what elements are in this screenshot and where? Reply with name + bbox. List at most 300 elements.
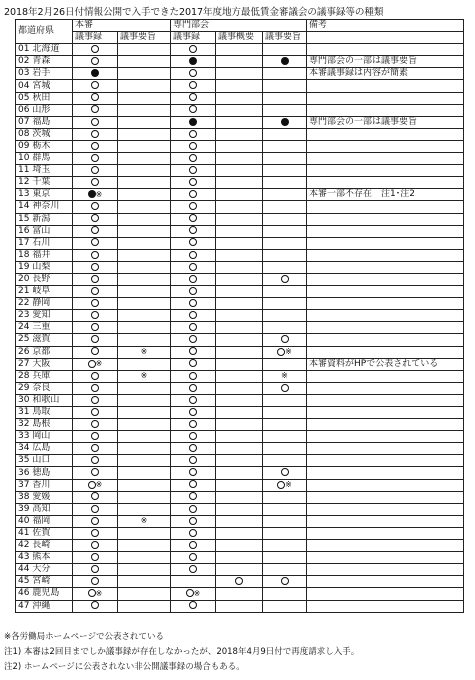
table-row: [16, 394, 464, 406]
open-circle-icon: [189, 251, 197, 259]
open-circle-icon: [91, 432, 99, 440]
mark-cell: [263, 298, 307, 310]
open-circle-icon: [91, 492, 99, 500]
asterisk-mark: ※: [285, 347, 292, 357]
mark-cell: [263, 128, 307, 140]
note-cell: [307, 407, 464, 419]
asterisk-mark: ※: [140, 516, 148, 526]
prefecture-name: 16 富山: [16, 225, 73, 237]
open-circle-icon: [189, 517, 197, 525]
mark-cell: [118, 394, 171, 406]
footnote-1: 注1) 本審は2回目までしか議事録が存在しなかったが、2018年4月9日付で再度請求し入手。: [4, 647, 360, 657]
mark-cell: [216, 322, 263, 334]
note-cell: [307, 394, 464, 406]
mark-cell: [216, 298, 263, 310]
note-cell: [307, 552, 464, 564]
mark-cell: [171, 443, 216, 455]
prefecture-name: 10 群馬: [16, 153, 73, 165]
mark-cell: [118, 286, 171, 298]
header-biko: 備考: [307, 20, 464, 32]
filled-circle-icon: [91, 69, 99, 77]
mark-cell: [171, 153, 216, 165]
mark-cell: [171, 455, 216, 467]
note-cell: [307, 527, 464, 539]
open-circle-icon: [91, 444, 99, 452]
open-circle-icon: [189, 45, 197, 53]
mark-cell: [73, 431, 118, 443]
mark-cell: [263, 286, 307, 298]
mark-cell: [171, 56, 216, 68]
mark-cell: [263, 201, 307, 213]
open-circle-icon: [91, 81, 99, 89]
mark-cell: [171, 479, 216, 491]
asterisk-mark: ※: [193, 588, 201, 598]
open-circle-icon: [189, 565, 197, 573]
open-circle-icon: [91, 335, 99, 343]
note-cell: [307, 44, 464, 56]
mark-cell: [73, 153, 118, 165]
open-circle-icon: [91, 226, 99, 234]
mark-cell: [263, 576, 307, 588]
note-cell: [307, 273, 464, 285]
mark-cell: [171, 116, 216, 128]
table-row: [16, 177, 464, 189]
mark-cell: [118, 515, 171, 527]
mark-cell: [73, 382, 118, 394]
open-circle-icon: [189, 359, 197, 367]
asterisk-mark: ※: [95, 480, 103, 490]
mark-cell: [118, 431, 171, 443]
note-cell: [307, 419, 464, 431]
open-circle-icon: [189, 432, 197, 440]
mark-cell: [263, 237, 307, 249]
mark-cell: [263, 491, 307, 503]
open-circle-icon: [189, 408, 197, 416]
mark-cell: [263, 225, 307, 237]
mark-cell: [216, 419, 263, 431]
document-title: 2018年2月26日付情報公開で入手できた2017年度地方最低賃金審議会の議事録等の種類: [4, 7, 384, 18]
table-row: [16, 588, 464, 600]
note-cell: [307, 467, 464, 479]
note-cell: [307, 104, 464, 116]
mark-cell: [263, 273, 307, 285]
note-cell: [307, 140, 464, 152]
mark-cell: [118, 56, 171, 68]
mark-cell: [263, 467, 307, 479]
mark-cell: [263, 382, 307, 394]
open-circle-icon: [189, 190, 197, 198]
table-row: [16, 455, 464, 467]
prefecture-name: 18 福井: [16, 249, 73, 261]
open-circle-icon: [88, 589, 96, 597]
mark-cell: [216, 600, 263, 612]
mark-cell: [171, 467, 216, 479]
note-cell: [307, 334, 464, 346]
mark-cell: [118, 588, 171, 600]
mark-cell: [216, 310, 263, 322]
mark-cell: [73, 116, 118, 128]
prefecture-name: 05 秋田: [16, 92, 73, 104]
open-circle-icon: [91, 251, 99, 259]
note-cell: [307, 479, 464, 491]
open-circle-icon: [235, 577, 243, 585]
note-cell: [307, 201, 464, 213]
mark-cell: [263, 515, 307, 527]
table-row: [16, 56, 464, 68]
mark-cell: [263, 552, 307, 564]
mark-cell: [171, 407, 216, 419]
mark-cell: [73, 225, 118, 237]
table-row: [16, 491, 464, 503]
mark-cell: [263, 140, 307, 152]
mark-cell: [171, 419, 216, 431]
mark-cell: [216, 491, 263, 503]
note-cell: [307, 431, 464, 443]
open-circle-icon: [186, 589, 194, 597]
note-cell: [307, 237, 464, 249]
mark-cell: [216, 201, 263, 213]
table-row: [16, 564, 464, 576]
open-circle-icon: [91, 553, 99, 561]
mark-cell: [263, 92, 307, 104]
note-cell: [307, 370, 464, 382]
note-cell: [307, 298, 464, 310]
table-row: [16, 92, 464, 104]
note-cell: [307, 261, 464, 273]
open-circle-icon: [91, 275, 99, 283]
mark-cell: [73, 104, 118, 116]
mark-cell: [263, 261, 307, 273]
open-circle-icon: [91, 517, 99, 525]
prefecture-name: 30 和歌山: [16, 394, 73, 406]
footnote-asterisk: ※各労働局ホームページで公表されている: [4, 632, 164, 642]
mark-cell: [263, 527, 307, 539]
mark-cell: [171, 394, 216, 406]
mark-cell: [263, 334, 307, 346]
open-circle-icon: [91, 396, 99, 404]
table-row: [16, 358, 464, 370]
table-row: [16, 273, 464, 285]
mark-cell: [171, 322, 216, 334]
table-row: [16, 286, 464, 298]
open-circle-icon: [189, 456, 197, 464]
prefecture-name: 06 山形: [16, 104, 73, 116]
prefecture-name: 37 香川: [16, 479, 73, 491]
mark-cell: [118, 177, 171, 189]
open-circle-icon: [189, 130, 197, 138]
table-row: [16, 140, 464, 152]
mark-cell: [118, 491, 171, 503]
mark-cell: [118, 165, 171, 177]
table-row: [16, 68, 464, 80]
open-circle-icon: [281, 384, 289, 392]
open-circle-icon: [189, 214, 197, 222]
open-circle-icon: [189, 529, 197, 537]
mark-cell: [118, 455, 171, 467]
open-circle-icon: [189, 347, 197, 355]
table-row: [16, 237, 464, 249]
mark-cell: [216, 467, 263, 479]
open-circle-icon: [189, 178, 197, 186]
asterisk-mark: ※: [95, 359, 103, 369]
prefecture-name: 33 岡山: [16, 431, 73, 443]
prefecture-name: 17 石川: [16, 237, 73, 249]
mark-cell: [73, 503, 118, 515]
mark-cell: [118, 249, 171, 261]
prefecture-name: 46 鹿児島: [16, 588, 73, 600]
open-circle-icon: [189, 226, 197, 234]
header-row-2: [16, 32, 464, 44]
open-circle-icon: [189, 396, 197, 404]
note-cell: 専門部会の一部は議事要旨: [307, 116, 464, 128]
note-cell: [307, 177, 464, 189]
mark-cell: [73, 213, 118, 225]
open-circle-icon: [91, 601, 99, 609]
open-circle-icon: [91, 105, 99, 113]
note-cell: [307, 346, 464, 358]
mark-cell: [263, 443, 307, 455]
open-circle-icon: [189, 105, 197, 113]
mark-cell: [73, 177, 118, 189]
note-cell: [307, 576, 464, 588]
mark-cell: [263, 189, 307, 201]
header-row-1: [16, 20, 464, 32]
mark-cell: [263, 249, 307, 261]
prefecture-name: 08 茨城: [16, 128, 73, 140]
mark-cell: [171, 382, 216, 394]
open-circle-icon: [189, 263, 197, 271]
footnotes: [4, 630, 359, 675]
open-circle-icon: [91, 57, 99, 65]
mark-cell: [263, 394, 307, 406]
mark-cell: [216, 431, 263, 443]
mark-cell: [118, 334, 171, 346]
filled-circle-icon: [189, 118, 197, 126]
mark-cell: [118, 237, 171, 249]
open-circle-icon: [189, 541, 197, 549]
note-cell: [307, 540, 464, 552]
note-cell: [307, 600, 464, 612]
mark-cell: [118, 540, 171, 552]
open-circle-icon: [91, 420, 99, 428]
mark-cell: [216, 527, 263, 539]
mark-cell: [73, 56, 118, 68]
prefecture-name: 13 東京: [16, 189, 73, 201]
mark-cell: [171, 588, 216, 600]
note-cell: [307, 153, 464, 165]
mark-cell: [118, 479, 171, 491]
mark-cell: [216, 153, 263, 165]
open-circle-icon: [91, 408, 99, 416]
note-cell: [307, 491, 464, 503]
mark-cell: [216, 394, 263, 406]
open-circle-icon: [91, 323, 99, 331]
mark-cell: [118, 128, 171, 140]
mark-cell: [73, 552, 118, 564]
prefecture-name: 26 京都: [16, 346, 73, 358]
filled-circle-icon: [189, 57, 197, 65]
mark-cell: [73, 564, 118, 576]
mark-cell: [118, 68, 171, 80]
table-row: [16, 382, 464, 394]
mark-cell: [263, 104, 307, 116]
open-circle-icon: [189, 384, 197, 392]
open-circle-icon: [189, 69, 197, 77]
open-circle-icon: [189, 323, 197, 331]
mark-cell: [73, 189, 118, 201]
open-circle-icon: [189, 420, 197, 428]
mark-cell: [73, 491, 118, 503]
mark-cell: [118, 322, 171, 334]
mark-cell: [73, 310, 118, 322]
mark-cell: [171, 237, 216, 249]
open-circle-icon: [88, 481, 96, 489]
note-cell: [307, 249, 464, 261]
prefecture-name: 29 奈良: [16, 382, 73, 394]
open-circle-icon: [91, 456, 99, 464]
header-biko-blank: [307, 32, 464, 44]
table-row: [16, 334, 464, 346]
mark-cell: [118, 443, 171, 455]
mark-cell: [171, 249, 216, 261]
open-circle-icon: [189, 154, 197, 162]
mark-cell: [216, 540, 263, 552]
header-honkai-gijiroku: 議事録: [73, 32, 118, 44]
table-row: [16, 600, 464, 612]
open-circle-icon: [91, 311, 99, 319]
mark-cell: [171, 104, 216, 116]
mark-cell: [171, 177, 216, 189]
note-cell: [307, 443, 464, 455]
note-cell: [307, 128, 464, 140]
open-circle-icon: [189, 93, 197, 101]
mark-cell: [216, 564, 263, 576]
mark-cell: [216, 479, 263, 491]
table-row: [16, 201, 464, 213]
open-circle-icon: [91, 505, 99, 513]
mark-cell: [73, 346, 118, 358]
open-circle-icon: [189, 480, 197, 488]
open-circle-icon: [91, 263, 99, 271]
mark-cell: [171, 503, 216, 515]
open-circle-icon: [281, 468, 289, 476]
mark-cell: [216, 249, 263, 261]
note-cell: [307, 564, 464, 576]
table-row: [16, 44, 464, 56]
mark-cell: [263, 56, 307, 68]
mark-cell: [118, 261, 171, 273]
mark-cell: [73, 527, 118, 539]
mark-cell: [118, 104, 171, 116]
mark-cell: [171, 540, 216, 552]
header-honkai: 本審: [73, 20, 171, 32]
mark-cell: [263, 419, 307, 431]
open-circle-icon: [91, 287, 99, 295]
mark-cell: [216, 407, 263, 419]
prefecture-name: 31 鳥取: [16, 407, 73, 419]
open-circle-icon: [91, 118, 99, 126]
open-circle-icon: [91, 93, 99, 101]
mark-cell: [216, 588, 263, 600]
mark-cell: [73, 92, 118, 104]
open-circle-icon: [281, 275, 289, 283]
mark-cell: [216, 189, 263, 201]
table-row: [16, 310, 464, 322]
mark-cell: [216, 455, 263, 467]
mark-cell: [73, 140, 118, 152]
mark-cell: [118, 467, 171, 479]
mark-cell: [118, 370, 171, 382]
open-circle-icon: [91, 372, 99, 380]
note-cell: [307, 80, 464, 92]
mark-cell: [216, 273, 263, 285]
prefecture-name: 04 宮城: [16, 80, 73, 92]
mark-cell: [118, 189, 171, 201]
mark-cell: [216, 382, 263, 394]
note-cell: [307, 213, 464, 225]
mark-cell: [73, 80, 118, 92]
mark-cell: [73, 165, 118, 177]
prefecture-name: 11 埼玉: [16, 165, 73, 177]
note-cell: [307, 92, 464, 104]
note-cell: [307, 455, 464, 467]
open-circle-icon: [189, 335, 197, 343]
open-circle-icon: [189, 505, 197, 513]
open-circle-icon: [91, 577, 99, 585]
mark-cell: [73, 298, 118, 310]
mark-cell: [118, 600, 171, 612]
prefecture-name: 22 静岡: [16, 298, 73, 310]
open-circle-icon: [189, 275, 197, 283]
mark-cell: [216, 576, 263, 588]
prefecture-name: 36 徳島: [16, 467, 73, 479]
open-circle-icon: [189, 601, 197, 609]
mark-cell: [263, 322, 307, 334]
mark-cell: [263, 165, 307, 177]
prefecture-name: 39 高知: [16, 503, 73, 515]
prefecture-name: 32 島根: [16, 419, 73, 431]
mark-cell: [263, 479, 307, 491]
prefecture-name: 47 沖縄: [16, 600, 73, 612]
open-circle-icon: [189, 202, 197, 210]
filled-circle-icon: [281, 118, 289, 126]
note-cell: 専門部会の一部は議事要旨: [307, 56, 464, 68]
mark-cell: [118, 80, 171, 92]
open-circle-icon: [91, 384, 99, 392]
mark-cell: [118, 419, 171, 431]
open-circle-icon: [189, 287, 197, 295]
asterisk-mark: ※: [95, 189, 103, 199]
mark-cell: [216, 503, 263, 515]
prefecture-name: 01 北海道: [16, 44, 73, 56]
mark-cell: [171, 225, 216, 237]
mark-cell: [171, 261, 216, 273]
mark-cell: [118, 213, 171, 225]
open-circle-icon: [189, 142, 197, 150]
mark-cell: [171, 68, 216, 80]
prefecture-name: 34 広島: [16, 443, 73, 455]
mark-cell: [73, 261, 118, 273]
prefecture-name: 20 長野: [16, 273, 73, 285]
mark-cell: [171, 358, 216, 370]
asterisk-mark: ※: [285, 480, 292, 490]
mark-cell: [171, 80, 216, 92]
mark-cell: [118, 346, 171, 358]
mark-cell: [171, 552, 216, 564]
table-row: [16, 261, 464, 273]
table-row: [16, 576, 464, 588]
mark-cell: [263, 431, 307, 443]
